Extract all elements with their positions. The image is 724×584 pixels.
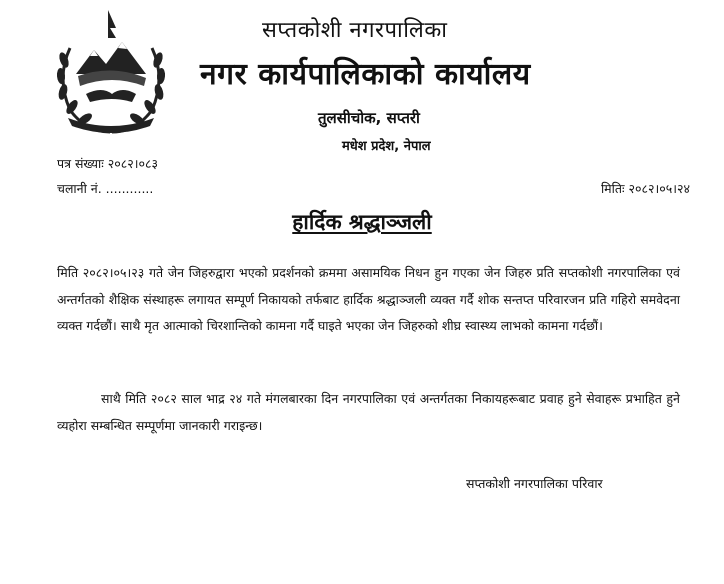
- signature-line: सप्तकोशी नगरपालिका परिवार: [466, 476, 603, 491]
- letter-date: मितिः २०८२।०५।२४: [600, 181, 690, 196]
- dispatch-number: चलानी नं. ............: [57, 181, 154, 196]
- province-line: मधेश प्रदेश, नेपाल: [342, 139, 431, 154]
- office-title: नगर कार्यपालिकाको कार्यालय: [200, 57, 531, 92]
- service-notice-paragraph: साथै मिति २०८२ साल भाद्र २४ गते मंगलबारका दिन नगरपालिका एवं अन्तर्गतका निकायहरूबाट प्रवाह हुने सेवाहरू प्रभाहित हुने व्यहोरा सम्बन्धित सम्पूर्णमा जानकारी गराइन्छ।: [57, 391, 680, 433]
- notice-heading: हार्दिक श्रद्धाञ्जली: [292, 210, 432, 234]
- condolence-paragraph: मिति २०८२।०५।२३ गते जेन जिहरुद्वारा भएको प्रदर्शनको क्रममा असामयिक निधन हुन गएका जेन जिहरु प्रति सप्तकोशी नगरपालिका एवं अन्तर्गतको शैक्षिक संस्थाहरू लगायत सम्पूर्ण निकायको तर्फबाट हार्दिक श्रद्धाञ्जली व्यक्त गर्दै शोक सन्तप्त परिवारजन प्रति गहिरो समवेदना व्यक्त गर्दछौं। साथै मृत आत्माको चिरशान्तिको कामना गर्दै घाइते भएका जेन जिहरुको शीघ्र स्वास्थ्य लाभको कामना गर्दछौं।: [57, 265, 680, 333]
- reference-number: पत्र संख्याः २०८२।०८३: [57, 156, 158, 171]
- office-address: तुलसीचोक, सप्तरी: [318, 109, 420, 127]
- nepal-government-emblem-icon: [52, 8, 170, 138]
- municipality-name: सप्तकोशी नगरपालिका: [262, 18, 448, 43]
